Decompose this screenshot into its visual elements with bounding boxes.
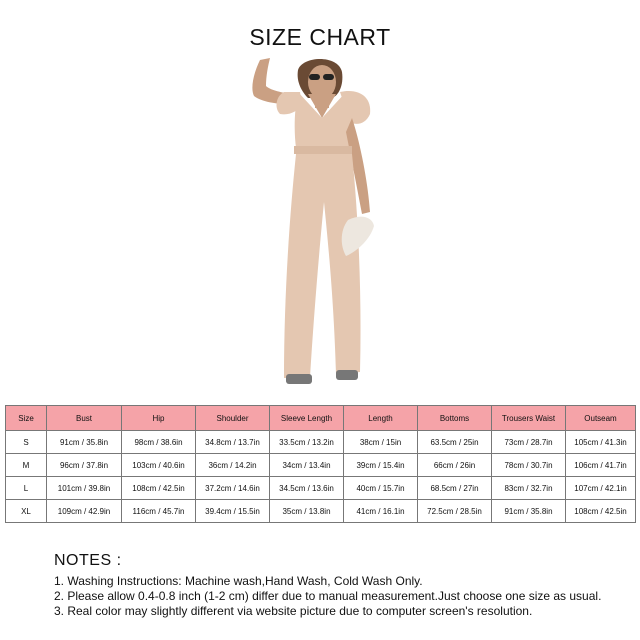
table-cell: 106cm / 41.7in — [566, 454, 636, 477]
table-cell: 83cm / 32.7in — [492, 477, 566, 500]
right-shoe — [336, 370, 358, 380]
column-header: Bust — [47, 406, 122, 431]
table-cell: 34cm / 13.4in — [270, 454, 344, 477]
table-cell: XL — [6, 500, 47, 523]
model-jumpsuit-photo — [210, 52, 430, 400]
table-row — [6, 477, 636, 500]
column-header: Length — [344, 406, 418, 431]
table-cell: 103cm / 40.6in — [122, 454, 196, 477]
table-cell: M — [6, 454, 47, 477]
table-cell: 34.5cm / 13.6in — [270, 477, 344, 500]
notes-title: NOTES : — [54, 552, 122, 569]
notes-section — [54, 553, 634, 619]
face — [308, 65, 336, 99]
table-cell: 96cm / 37.8in — [47, 454, 122, 477]
column-header: Bottoms — [418, 406, 492, 431]
table-cell: 116cm / 45.7in — [122, 500, 196, 523]
table-cell: 39.4cm / 15.5in — [196, 500, 270, 523]
table-cell: 63.5cm / 25in — [418, 431, 492, 454]
table-cell: 39cm / 15.4in — [344, 454, 418, 477]
table-cell: 72.5cm / 28.5in — [418, 500, 492, 523]
table-row — [6, 454, 636, 477]
table-cell: 78cm / 30.7in — [492, 454, 566, 477]
note-item: 1. Washing Instructions: Machine wash,Hand Wash, Cold Wash Only. — [54, 574, 423, 588]
table-cell: 108cm / 42.5in — [122, 477, 196, 500]
table-row — [6, 431, 636, 454]
table-cell: 98cm / 38.6in — [122, 431, 196, 454]
table-cell: 38cm / 15in — [344, 431, 418, 454]
table-cell: 41cm / 16.1in — [344, 500, 418, 523]
column-header: Size — [6, 406, 47, 431]
table-cell: 35cm / 13.8in — [270, 500, 344, 523]
trousers — [284, 154, 361, 378]
table-cell: 36cm / 14.2in — [196, 454, 270, 477]
column-header: Sleeve Length — [270, 406, 344, 431]
table-cell: 91cm / 35.8in — [47, 431, 122, 454]
table-cell: 91cm / 35.8in — [492, 500, 566, 523]
table-cell: 34.8cm / 13.7in — [196, 431, 270, 454]
table-cell: L — [6, 477, 47, 500]
table-cell: 40cm / 15.7in — [344, 477, 418, 500]
table-cell: 108cm / 42.5in — [566, 500, 636, 523]
table-cell: 101cm / 39.8in — [47, 477, 122, 500]
note-item: 3. Real color may slightly different via website picture due to computer screen's resolution. — [54, 604, 533, 618]
table-cell: 73cm / 28.7in — [492, 431, 566, 454]
column-header: Outseam — [566, 406, 636, 431]
table-header-row — [6, 406, 636, 431]
size-chart-table — [5, 405, 636, 523]
table-cell: S — [6, 431, 47, 454]
table-cell: 66cm / 26in — [418, 454, 492, 477]
sunglasses — [309, 74, 320, 80]
table-row — [6, 500, 636, 523]
table-cell: 68.5cm / 27in — [418, 477, 492, 500]
table-cell: 107cm / 42.1in — [566, 477, 636, 500]
table-cell: 37.2cm / 14.6in — [196, 477, 270, 500]
left-shoe — [286, 374, 312, 384]
note-item: 2. Please allow 0.4-0.8 inch (1-2 cm) differ due to manual measurement.Just choose one size as usual. — [54, 589, 602, 603]
column-header: Trousers Waist — [492, 406, 566, 431]
table-cell: 109cm / 42.9in — [47, 500, 122, 523]
page-title: SIZE CHART — [249, 24, 391, 50]
table-cell: 105cm / 41.3in — [566, 431, 636, 454]
column-header: Shoulder — [196, 406, 270, 431]
column-header: Hip — [122, 406, 196, 431]
table-cell: 33.5cm / 13.2in — [270, 431, 344, 454]
